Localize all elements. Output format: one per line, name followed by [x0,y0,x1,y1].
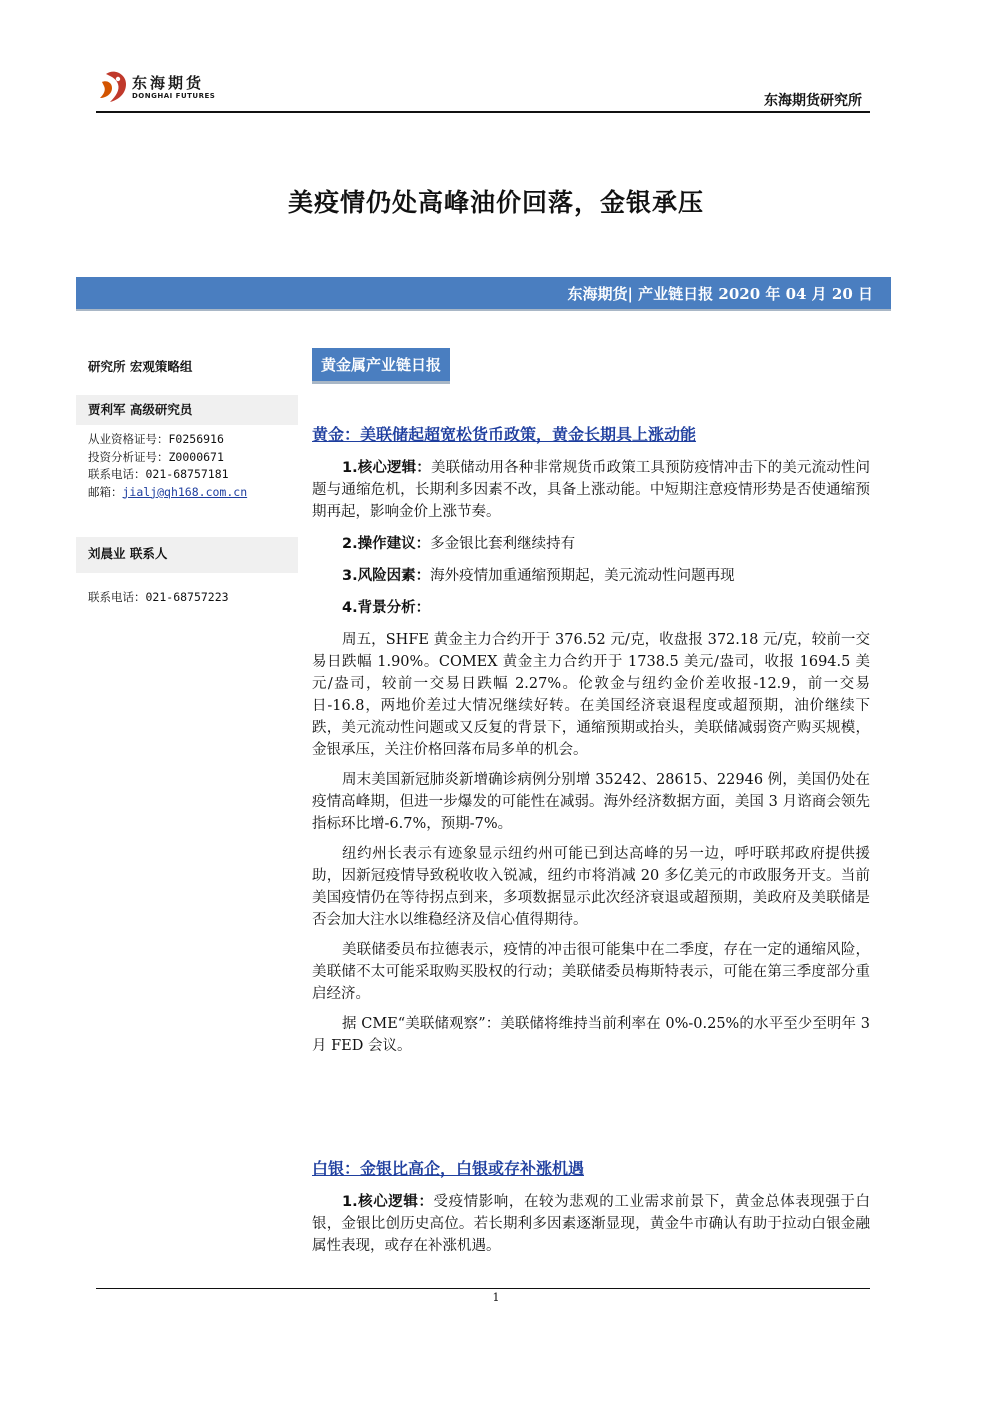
analyst-2-name: 刘晨业 联系人 [76,537,298,573]
analyst-1-name: 贾利军 高级研究员 [76,395,298,425]
company-logo [96,68,226,108]
analyst-1-line: 从业资格证号：F0256916 [88,432,224,446]
analyst-2-phone: 联系电话：021-68757223 [88,590,229,604]
silver-logic-label: 1.核心逻辑： [342,1194,434,1210]
gold-advice-label: 2.操作建议： [342,536,431,552]
analyst-1-line: 投资分析证号：Z0000671 [88,449,224,464]
gold-advice-text: 多金银比套利继续持有 [430,536,576,552]
gold-risk-label: 3.风险因素： [342,568,431,584]
email-link[interactable]: jialj@qh168.com.cn [122,484,248,499]
report-title: 美疫情仍处高峰油价回落，金银承压 [287,188,704,217]
sidebar-analyst-2 [76,537,298,607]
banner-text: 东海期货| 产业链日报 2020 年 04 月 20 日 [567,285,873,303]
silver-section [312,1156,870,1257]
gold-risk-text: 海外疫情加重通缩预期起，美元流动性问题再现 [430,568,735,584]
gold-paragraph: 美联储委员布拉德表示，疫情的冲击很可能集中在二季度，存在一定的通缩风险，美联储不太可能采取购买股权的行动；美联储委员梅斯特表示，可能在第三季度部分重启经济。 [312,942,870,1002]
logo-text-cn: 东海期货 [132,74,205,92]
silver-logic [312,1191,870,1257]
logo-text-en: DONGHAI FUTURES [132,92,216,100]
silver-logic-text: 受疫情影响，在较为悲观的工业需求前景下，黄金总体表现强于白银，金银比创历史高位。若长期利多因素逐渐显现，黄金牛市确认有助于拉动白银金融属性表现，或存在补涨机遇。 [312,1194,870,1254]
gold-paragraph: 据 CME“美联储观察”：美联储将维持当前利率在 0%-0.25%的水平至少至明年 3 月 FED 会议。 [312,1016,870,1054]
mail-label: 邮箱： [88,484,123,499]
gold-advice [312,533,870,555]
gold-paragraph: 周五，SHFE 黄金主力合约开于 376.52 元/克，收盘报 372.18 元/克，较前一交易日跌幅 1.90%。COMEX 黄金主力合约开于 1738.5 美元/盎司，收报 1694.5 美元/盎司，较前一交易日跌幅 2.27%。伦敦金与纽约金价差收报-12.9，前一交易日-16.8，两地价差过大情况继续好转。在美国经济衰退程度或超预期，油价继续下跌，美元流动性问题或又反复的背景下，通缩预期或抬头，美联储减弱资产购买规模，金银承压，关注价格回落布局多单的机会。 [312,632,870,758]
gold-logic-text: 美联储动用各种非常规货币政策工具预防疫情冲击下的美元流动性问题与通缩危机，长期利多因素不改，具备上涨动能。中短期注意疫情形势是否使通缩预期再起，影响金价上涨节奏。 [312,460,870,520]
gold-section [312,422,870,1057]
sidebar-group [76,352,298,382]
gold-logic-label: 1.核心逻辑： [342,460,431,476]
gold-paragraph: 周末美国新冠肺炎新增确诊病例分别增 35242、28615、22946 例，美国仍处在疫情高峰期，但进一步爆发的可能性在减弱。海外经济数据方面，美国 3 月谘商会领先指标环比增-6.7%，预期-7%。 [312,772,870,832]
institute-name: 东海期货研究所 [764,93,862,109]
analyst-1-line: 联系电话：021-68757181 [88,467,229,481]
silver-heading[interactable]: 白银：金银比高企，白银或存补涨机遇 [312,1159,585,1178]
page-number: 1 [492,1291,500,1304]
footer-divider [96,1288,870,1289]
section-tag: 黄金属产业链日报 [312,348,450,384]
report-banner [76,277,891,311]
sidebar-group-label: 研究所 宏观策略组 [88,359,193,374]
gold-background-label: 4.背景分析： [342,600,431,616]
analyst-1-mail-row [76,484,298,502]
header-divider [96,111,870,113]
gold-heading[interactable]: 黄金：美联储起超宽松货币政策，黄金长期具上涨动能 [312,425,697,444]
gold-risk [312,565,870,587]
gold-paragraph: 纽约州长表示有迹象显示纽约州可能已到达高峰的另一边，呼吁联邦政府提供援助，因新冠疫情导致税收收入锐减，纽约市将消减 20 多亿美元的市政服务开支。当前美国疫情仍在等待拐点到来，多项数据显示此次经济衰退或超预期，美政府及美联储是否会加大注水以维稳经济及信心值得期待。 [312,846,870,928]
gold-logic [312,457,870,523]
company-logo-icon [96,68,130,106]
sidebar-analyst-1 [76,395,298,501]
